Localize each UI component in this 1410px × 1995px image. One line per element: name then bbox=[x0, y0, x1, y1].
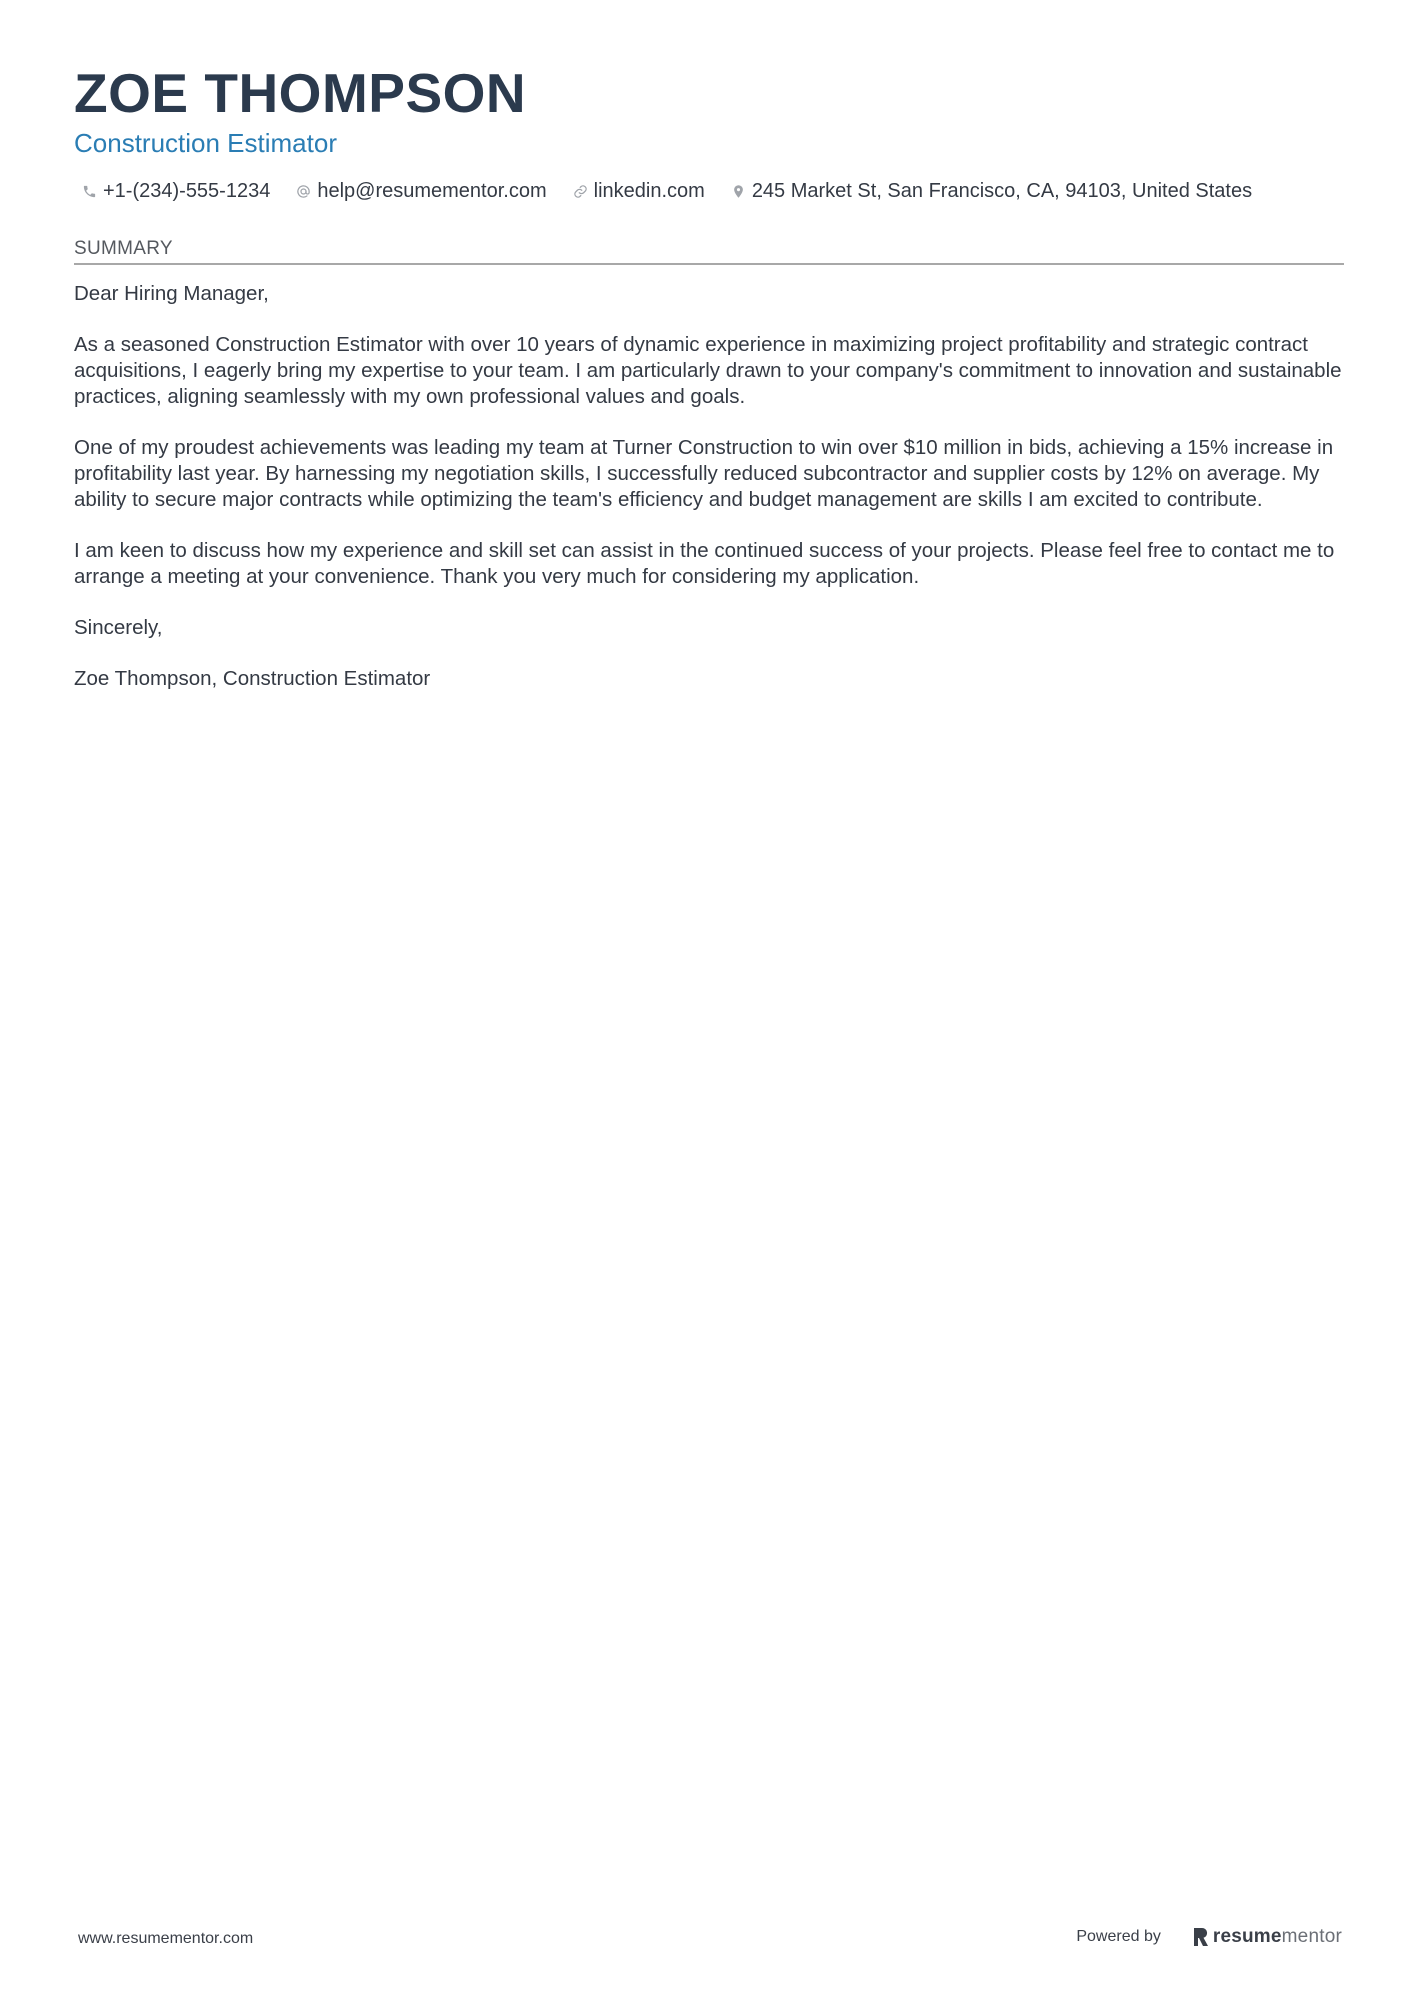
contact-email bbox=[296, 180, 546, 203]
footer-website[interactable]: www.resumementor.com bbox=[78, 1930, 254, 1947]
document-page bbox=[74, 60, 1344, 718]
letter-paragraph-1: As a seasoned Construction Estimator with over 10 years of dynamic experience in maximizing project profitability and strategic contract acquisitions, I eagerly bring my expertise to your team. I am particularly drawn to your company's commitment to innovation and sustainable practices, aligning seamlessly with my own professional values and goals. bbox=[74, 333, 1342, 408]
link-text[interactable]: linkedin.com bbox=[593, 179, 705, 202]
contact-phone bbox=[82, 180, 270, 203]
letter-signature: Zoe Thompson, Construction Estimator bbox=[74, 667, 431, 691]
letter-paragraph-2: One of my proudest achievements was leading my team at Turner Construction to win over $10 million in bids, achieving a 15% increase in profitability last year. By harnessing my negotiation skills, I successfully reduced subcontractor and supplier costs by 12% on average. My ability to secure major contracts while optimizing the team's efficiency and budget management are skills I am excited to contribute. bbox=[74, 436, 1334, 511]
letter-closing: Sincerely, bbox=[74, 616, 163, 640]
job-title: Construction Estimator bbox=[74, 128, 337, 158]
letter-greeting: Dear Hiring Manager, bbox=[74, 282, 269, 305]
phone-icon bbox=[82, 184, 97, 199]
contact-bar bbox=[82, 176, 1344, 206]
at-icon bbox=[296, 184, 311, 199]
contact-link bbox=[573, 180, 705, 203]
phone-text[interactable]: +1-(234)-555-1234 bbox=[103, 179, 271, 202]
brand-logo[interactable] bbox=[1193, 1926, 1342, 1948]
letter-paragraph-3: I am keen to discuss how my experience and skill set can assist in the continued success of your projects. Please feel free to contact me to arrange a meeting at your convenience. Thank you very much for considering my application. bbox=[74, 538, 1335, 588]
contact-address bbox=[731, 180, 1252, 203]
resumementor-logo-icon bbox=[1193, 1927, 1209, 1947]
location-pin-icon bbox=[731, 184, 746, 199]
powered-by-label: Powered by bbox=[1076, 1928, 1161, 1945]
brand-light-text: mentor bbox=[1281, 1926, 1342, 1947]
cover-letter-body bbox=[74, 281, 1344, 692]
candidate-name: ZOE THOMPSON bbox=[74, 62, 527, 124]
email-text[interactable]: help@resumementor.com bbox=[317, 179, 547, 202]
brand-bold-text: resume bbox=[1212, 1926, 1282, 1947]
footer-branding bbox=[1076, 1926, 1342, 1948]
link-icon bbox=[573, 184, 588, 199]
address-text: 245 Market St, San Francisco, CA, 94103, United States bbox=[751, 179, 1253, 202]
section-heading-summary: SUMMARY bbox=[74, 238, 1344, 265]
